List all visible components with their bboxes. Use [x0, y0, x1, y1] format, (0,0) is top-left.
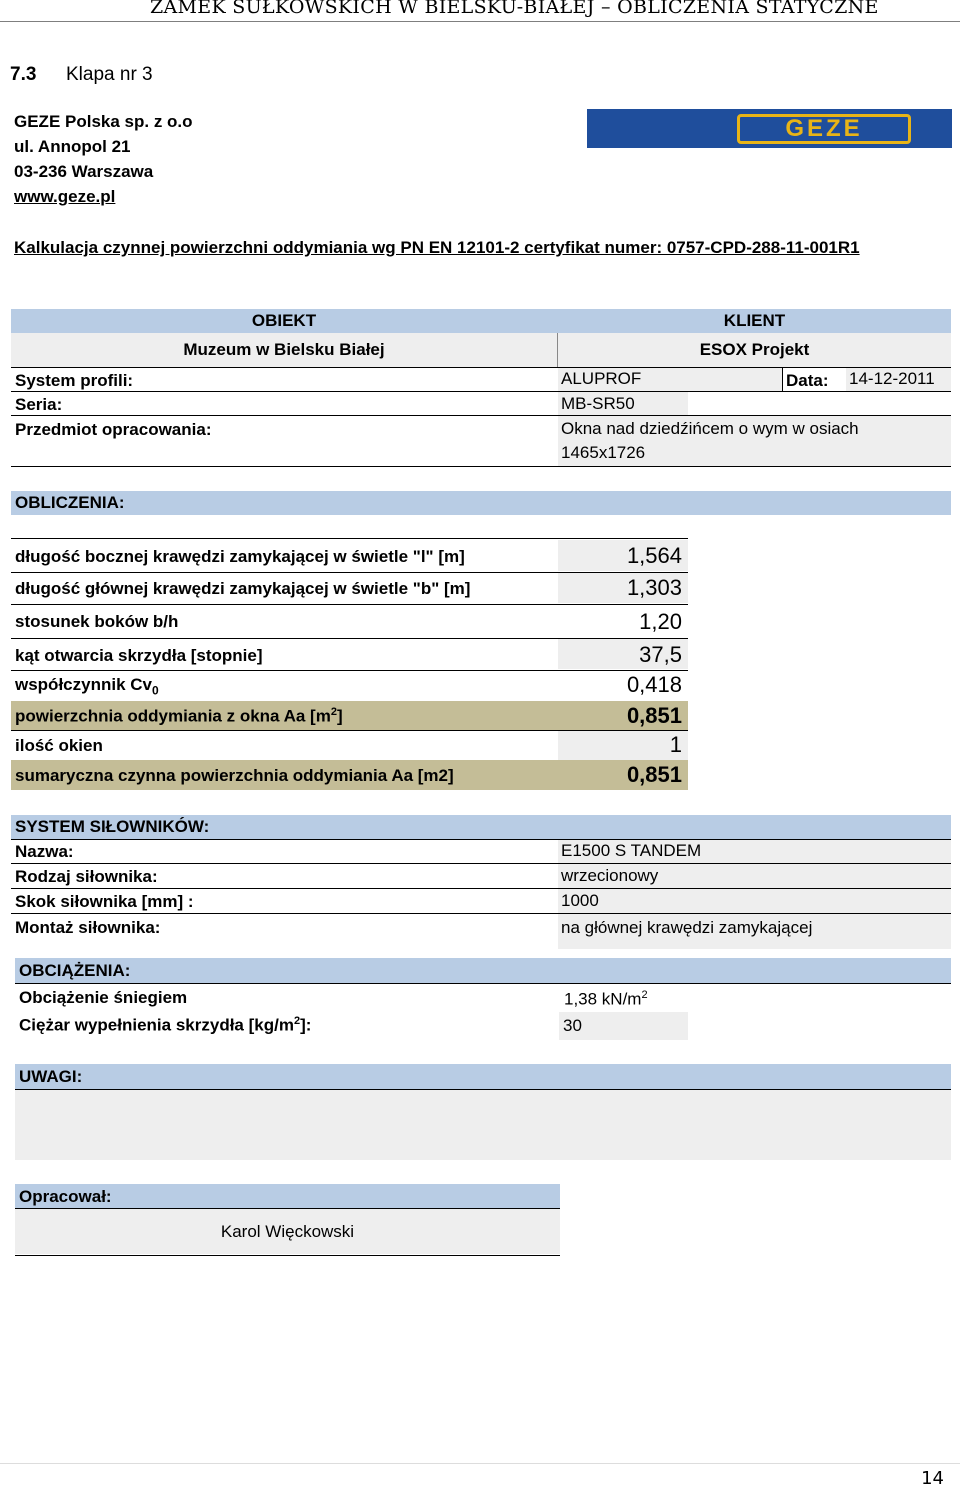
aa-label-end: ]	[336, 706, 343, 726]
calc-header-band	[11, 491, 951, 515]
calc-row-label-cv	[15, 675, 159, 697]
skok-label: Skok siłownika [mm] :	[15, 892, 194, 911]
running-header: ZAMEK SUŁKOWSKICH W BIELSKU-BIAŁEJ – OBLICZENIA STATYCZNE	[150, 0, 879, 18]
notes-heading: UWAGI:	[19, 1067, 83, 1086]
montaz-label: Montaż siłownika:	[15, 918, 161, 937]
actuator-heading: SYSTEM SIŁOWNIKÓW:	[15, 817, 210, 836]
system-value: ALUPROF	[561, 369, 642, 388]
obiekt-label: OBIEKT	[251, 311, 317, 330]
calc-row-label-l: długość bocznej krawędzi zamykającej w świetle "l" [m]	[15, 547, 465, 566]
przedmiot-line-2: 1465x1726	[561, 443, 646, 462]
header-divider	[0, 21, 960, 22]
klient-label: KLIENT	[723, 311, 786, 330]
section-title: Klapa nr 3	[66, 64, 153, 85]
skok-value: 1000	[561, 891, 599, 910]
seria-value: MB-SR50	[561, 394, 635, 413]
loads-header-band	[15, 958, 951, 983]
montaz-value: na głównej krawędzi zamykającej	[561, 918, 813, 937]
cv-label-text: współczynnik Cv	[15, 675, 152, 694]
author-heading: Opracował:	[19, 1187, 112, 1206]
author-name: Karol Więckowski	[220, 1222, 355, 1241]
aa-label-text: powierzchnia oddymiania z okna Aa [m	[15, 706, 331, 726]
calc-row-value-count: 1	[669, 732, 682, 757]
obiekt-name: Muzeum w Bielsku Białej	[183, 340, 385, 359]
calc-row-label-count: ilość okien	[15, 736, 103, 755]
weight-label-end: ]:	[300, 1015, 312, 1035]
calc-heading: OBLICZENIA:	[15, 493, 125, 512]
system-label: System profili:	[15, 371, 134, 390]
rodzaj-label: Rodzaj siłownika:	[15, 867, 158, 886]
rodzaj-value: wrzecionowy	[561, 866, 659, 885]
calc-row-label-angle: kąt otwarcia skrzydła [stopnie]	[15, 646, 263, 665]
calc-row-value-l: 1,564	[626, 543, 682, 568]
geze-logo: GEZE	[737, 114, 911, 144]
row-rule	[15, 983, 951, 984]
date-value: 14-12-2011	[849, 369, 935, 388]
data-label: Data:	[786, 371, 829, 390]
calc-row-rule	[11, 604, 688, 605]
calc-row-value-aa: 0,851	[626, 703, 682, 728]
loads-heading: OBCIĄŻENIA:	[19, 961, 131, 980]
data-divider	[782, 368, 783, 392]
klient-name: ESOX Projekt	[699, 340, 810, 359]
section-number: 7.3	[10, 64, 37, 85]
company-city: 03-236 Warszawa	[14, 162, 154, 181]
row-rule	[15, 1255, 560, 1256]
snow-load-label: Obciążenie śniegiem	[19, 988, 188, 1007]
row-rule	[11, 367, 951, 368]
calc-row-value-angle: 37,5	[639, 642, 682, 667]
page-number: 14	[921, 1468, 944, 1489]
weight-label	[19, 1015, 311, 1036]
snow-load-value	[564, 989, 648, 1010]
weight-superscript: 2	[293, 1015, 301, 1027]
company-website-link[interactable]: www.geze.pl	[14, 187, 116, 206]
calc-row-value-b: 1,303	[626, 575, 682, 600]
calc-row-value-cv: 0,418	[626, 672, 682, 697]
snow-value-text: 1,38 kN/m	[564, 989, 642, 1009]
geze-logo-banner	[587, 109, 952, 148]
notes-area	[15, 1090, 951, 1160]
calc-row-value-ratio: 1,20	[639, 609, 682, 634]
calculation-title: Kalkulacja czynnej powierzchni oddymiania wg PN EN 12101-2 certyfikat numer: 0757-CPD-288-11-001R1	[14, 238, 860, 257]
calc-row-label-aa	[15, 706, 343, 727]
calc-top-rule	[11, 538, 688, 539]
weight-value: 30	[563, 1016, 582, 1035]
notes-header-band	[15, 1064, 951, 1089]
calc-row-value-total: 0,851	[626, 762, 682, 787]
seria-label: Seria:	[15, 395, 63, 414]
company-name: GEZE Polska sp. z o.o	[14, 112, 193, 131]
skok-cell	[558, 889, 951, 913]
row-rule	[11, 466, 951, 467]
row-rule	[11, 391, 951, 392]
footer-divider	[0, 1463, 960, 1464]
przedmiot-label: Przedmiot opracowania:	[15, 420, 212, 439]
nazwa-label: Nazwa:	[15, 842, 74, 861]
company-street: ul. Annopol 21	[14, 137, 131, 156]
nazwa-value: E1500 S TANDEM	[561, 841, 702, 860]
przedmiot-line-1: Okna nad dziedźińcem o wym w osiach	[561, 419, 859, 438]
cv-subscript: 0	[151, 683, 159, 698]
calc-row-label-b: długość głównej krawędzi zamykającej w świetle "b" [m]	[15, 579, 471, 598]
snow-superscript: 2	[641, 989, 648, 1001]
calc-row-label-ratio: stosunek boków b/h	[15, 612, 179, 631]
calc-row-label-total: sumaryczna czynna powierzchnia oddymiania Aa [m2]	[15, 766, 454, 785]
weight-label-text: Ciężar wypełnienia skrzydła [kg/m	[19, 1015, 294, 1035]
calc-row-rule	[11, 670, 688, 671]
aa-superscript: 2	[330, 706, 337, 718]
